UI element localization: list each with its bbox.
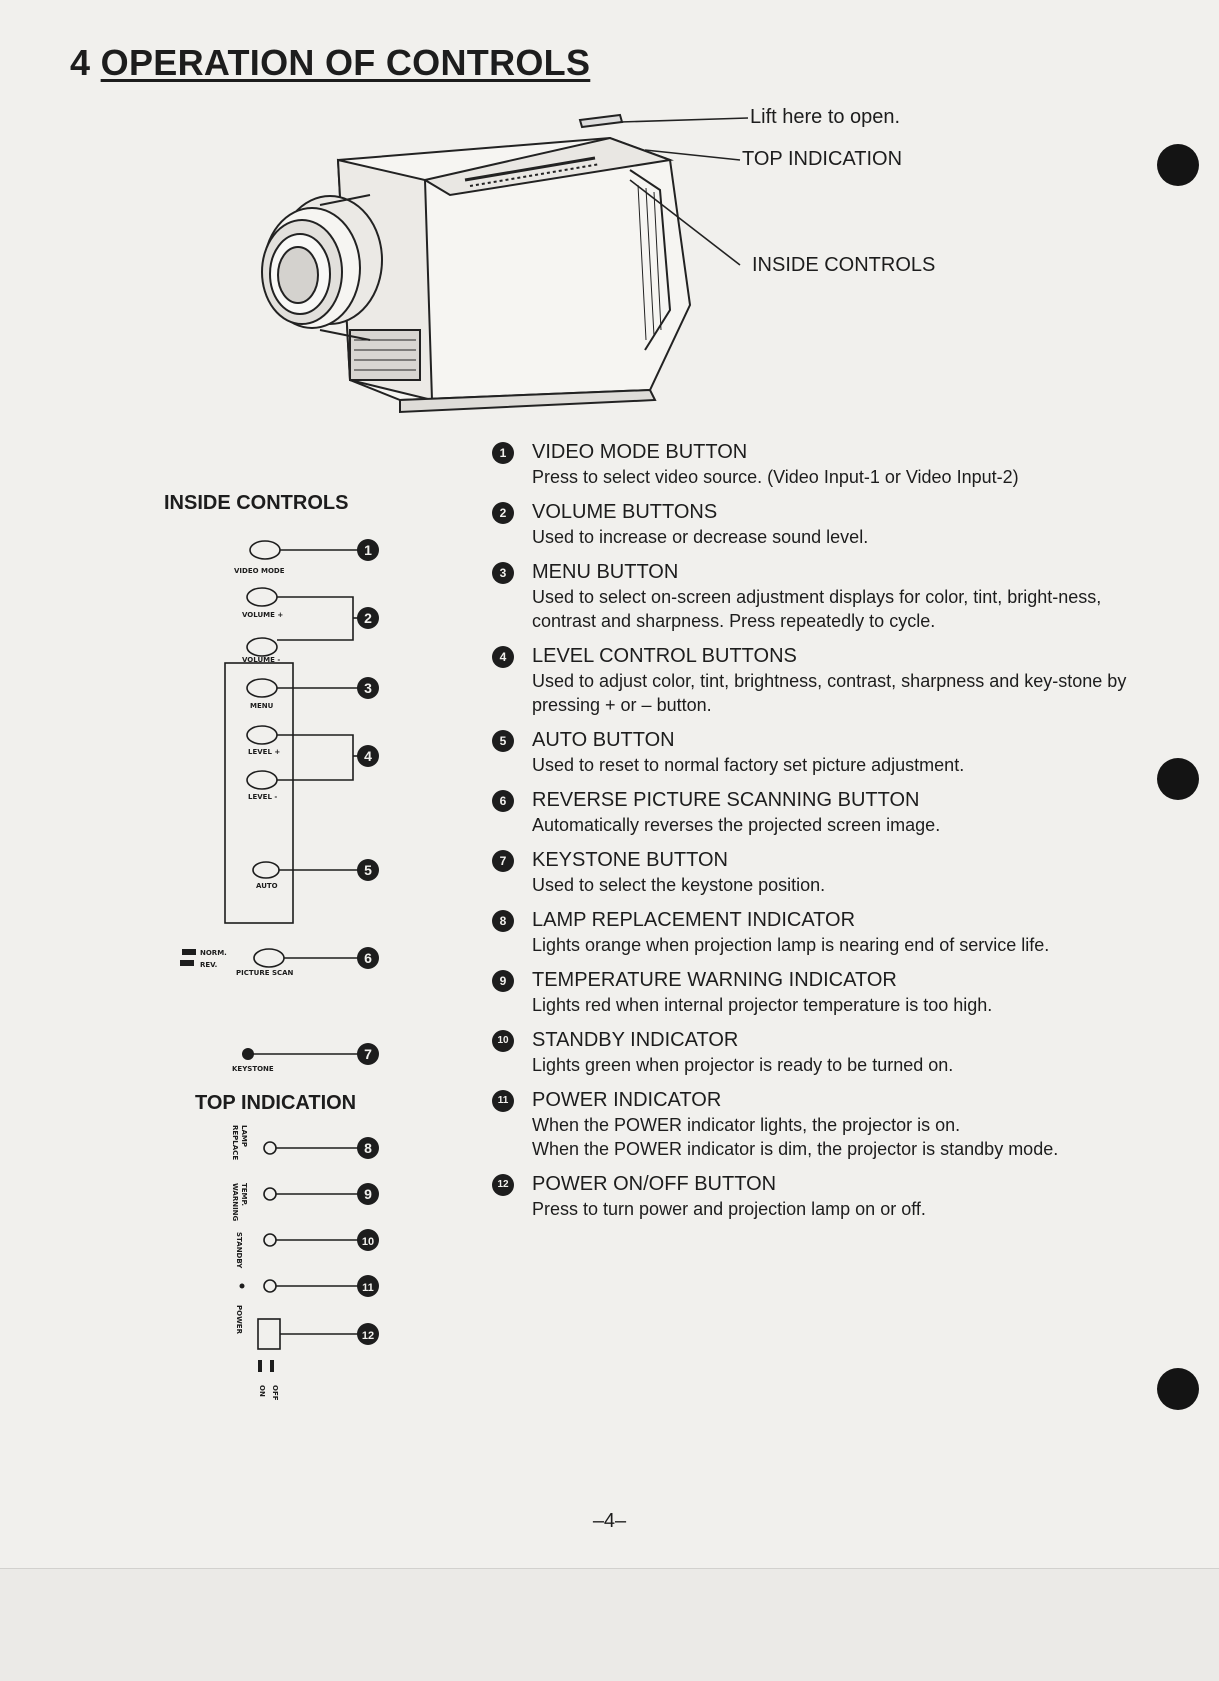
item-title: TEMPERATURE WARNING INDICATOR: [532, 969, 897, 991]
list-item: [490, 1172, 1130, 1221]
temp-warning-led: [264, 1188, 276, 1200]
label-picture-scan: PICTURE SCAN: [236, 969, 294, 977]
item-title: REVERSE PICTURE SCANNING BUTTON: [532, 789, 920, 811]
label-video-mode: VIDEO MODE: [234, 567, 285, 575]
list-item: [490, 848, 1130, 897]
list-item: [490, 908, 1130, 957]
item-desc: Used to adjust color, tint, brightness, contrast, sharpness and key-stone by pressing + or – button.: [532, 671, 1127, 715]
rev-switch: [180, 960, 194, 966]
item-desc: Used to reset to normal factory set picture adjustment.: [532, 755, 965, 775]
label-volume-plus: VOLUME +: [242, 611, 284, 619]
callout-leaders: [600, 100, 750, 280]
diagram-number-7: [357, 1043, 379, 1065]
item-desc: When the POWER indicator lights, the projector is on.: [532, 1115, 961, 1135]
svg-text:11: 11: [362, 1282, 374, 1294]
power-switch: [258, 1319, 280, 1349]
item-desc-second-line: When the POWER indicator is dim, the projector is standby mode.: [532, 1139, 1059, 1159]
item-desc: Lights red when internal projector temperature is too high.: [532, 995, 993, 1015]
auto-button: [253, 862, 279, 878]
svg-text:8: 8: [364, 1140, 372, 1156]
label-off: OFF: [271, 1385, 279, 1401]
item-number: 12: [492, 1174, 514, 1196]
svg-text:6: 6: [364, 950, 372, 966]
label-keystone: KEYSTONE: [232, 1065, 274, 1073]
label-on: ON: [258, 1385, 266, 1397]
item-number: 3: [492, 562, 514, 584]
svg-text:9: 9: [364, 1186, 372, 1202]
diagram-number-11: [357, 1275, 379, 1297]
title-number: 4: [70, 42, 91, 83]
keystone-button: [242, 1048, 254, 1060]
item-number: 1: [492, 442, 514, 464]
page-title: [70, 42, 590, 84]
label-temp: TEMP.: [240, 1183, 248, 1207]
volume-minus-button: [247, 638, 277, 656]
item-number: 6: [492, 790, 514, 812]
list-item: [490, 788, 1130, 837]
svg-text:1: 1: [364, 542, 372, 558]
diagram-number-8: [357, 1137, 379, 1159]
diagram-number-3: [357, 677, 379, 699]
page-number: –4–: [592, 1510, 627, 1532]
top-indication-heading: TOP INDICATION: [195, 1092, 357, 1114]
list-item: [490, 728, 1130, 777]
level-minus-button: [247, 771, 277, 789]
power-led: [264, 1280, 276, 1292]
item-desc: Lights green when projector is ready to be turned on.: [532, 1055, 954, 1075]
item-number: 10: [492, 1030, 514, 1052]
leader-lift: [620, 118, 748, 122]
item-title: VOLUME BUTTONS: [532, 501, 718, 523]
svg-text:4: 4: [364, 748, 372, 764]
punch-hole-top: [1157, 144, 1199, 186]
diagram-number-2: [357, 607, 379, 629]
scan-bottom-margin: [0, 1568, 1219, 1681]
svg-text:2: 2: [364, 610, 372, 626]
item-desc: Automatically reverses the projected screen image.: [532, 815, 941, 835]
diagram-number-12: [357, 1323, 379, 1345]
leader-top-indication: [645, 150, 740, 160]
label-standby: STANDBY: [235, 1232, 243, 1269]
svg-text:3: 3: [364, 680, 372, 696]
item-title: POWER INDICATOR: [532, 1089, 722, 1111]
label-auto: AUTO: [256, 882, 278, 890]
video-mode-button: [250, 541, 280, 559]
item-title: LAMP REPLACEMENT INDICATOR: [532, 909, 856, 931]
control-description-list: [490, 440, 1130, 1232]
list-item: [490, 560, 1130, 633]
volume-plus-button: [247, 588, 277, 606]
inside-controls-heading: INSIDE CONTROLS: [164, 492, 349, 514]
label-rev: REV.: [200, 961, 218, 969]
item-number: 8: [492, 910, 514, 932]
label-power: POWER: [235, 1305, 243, 1334]
list-item: [490, 440, 1130, 489]
diagram-number-4: [357, 745, 379, 767]
list-item: [490, 968, 1130, 1017]
list-item: [490, 1028, 1130, 1077]
list-item: [490, 1088, 1130, 1161]
item-title: LEVEL CONTROL BUTTONS: [532, 645, 797, 667]
item-number: 7: [492, 850, 514, 872]
item-desc: Press to select video source. (Video Input-1 or Video Input-2): [532, 467, 1019, 487]
callout-top-indication: TOP INDICATION: [742, 148, 903, 170]
callout-inside-controls: INSIDE CONTROLS: [752, 254, 936, 276]
label-menu: MENU: [250, 702, 274, 710]
punch-hole-bottom: [1157, 1368, 1199, 1410]
callout-lift: Lift here to open.: [750, 106, 901, 128]
diagram-number-1: [357, 539, 379, 561]
svg-text:10: 10: [361, 1236, 375, 1248]
norm-switch: [182, 949, 196, 955]
item-title: AUTO BUTTON: [532, 729, 675, 751]
label-level-minus: LEVEL -: [248, 793, 278, 801]
label-level-plus: LEVEL +: [248, 748, 281, 756]
diagram-number-9: [357, 1183, 379, 1205]
item-desc: Used to select on-screen adjustment displays for color, tint, bright-ness, contrast and sharpness. Press repeatedly to cycle.: [532, 587, 1102, 631]
level-plus-button: [247, 726, 277, 744]
leader-inside-controls: [630, 180, 740, 265]
item-title: KEYSTONE BUTTON: [532, 849, 728, 871]
label-volume-minus: VOLUME -: [242, 656, 281, 664]
item-desc: Press to turn power and projection lamp on or off.: [532, 1199, 926, 1219]
standby-led: [264, 1234, 276, 1246]
item-title: MENU BUTTON: [532, 561, 679, 583]
item-number: 9: [492, 970, 514, 992]
item-desc: Used to select the keystone position.: [532, 875, 826, 895]
item-number: 11: [492, 1090, 514, 1112]
diagram-number-5: [357, 859, 379, 881]
list-item: [490, 644, 1130, 717]
item-number: 2: [492, 502, 514, 524]
diagram-number-6: [357, 947, 379, 969]
label-lamp: LAMP: [240, 1125, 248, 1147]
menu-button: [247, 679, 277, 697]
label-norm: NORM.: [200, 949, 227, 957]
item-number: 5: [492, 730, 514, 752]
svg-text:5: 5: [364, 862, 372, 878]
punch-hole-middle: [1157, 758, 1199, 800]
label-warning: WARNING: [231, 1183, 239, 1222]
item-desc: Lights orange when projection lamp is nearing end of service life.: [532, 935, 1050, 955]
diagram-number-10: [357, 1229, 379, 1251]
item-title: VIDEO MODE BUTTON: [532, 441, 748, 463]
label-replace: REPLACE: [231, 1125, 239, 1161]
item-title: POWER ON/OFF BUTTON: [532, 1173, 777, 1195]
title-text: OPERATION OF CONTROLS: [100, 42, 591, 83]
item-title: STANDBY INDICATOR: [532, 1029, 739, 1051]
picture-scan-button: [254, 949, 284, 967]
item-desc: Used to increase or decrease sound level.: [532, 527, 869, 547]
controls-diagram: [170, 530, 400, 1410]
svg-text:7: 7: [364, 1046, 372, 1062]
svg-text:12: 12: [361, 1330, 375, 1342]
list-item: [490, 500, 1130, 549]
lamp-replace-led: [264, 1142, 276, 1154]
item-number: 4: [492, 646, 514, 668]
